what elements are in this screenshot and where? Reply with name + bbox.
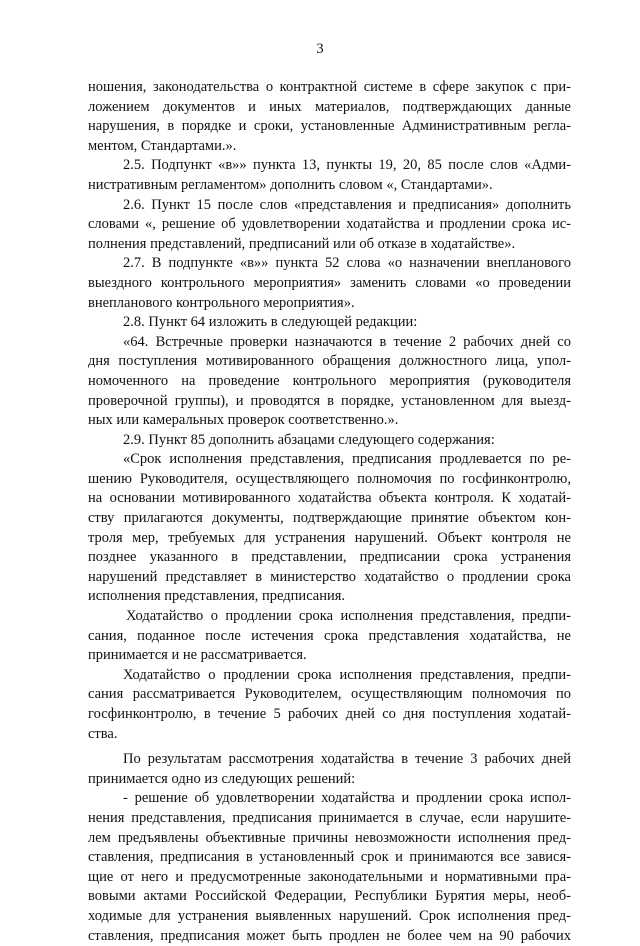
text-line: 2.8. Пункт 64 изложить в следующей редакции:	[123, 314, 418, 331]
text-line: «64. Встречные проверки назначаются в течение 2 рабочих дней со	[123, 333, 571, 350]
text-line: нения представления, предписания принимается в случае, если нарушите-	[88, 809, 571, 826]
text-line: щие от него и предусмотренные законодательными и нормативными пра-	[88, 868, 571, 885]
text-line: шению Руководителя, осуществляющего полномочия по госфинконтролю,	[88, 470, 571, 487]
text-line: 2.7. В подпункте «в»» пункта 52 слова «о назначении внепланового	[123, 255, 571, 272]
paragraph-p11	[88, 750, 571, 789]
paragraph-p7	[88, 431, 571, 451]
text-line: нистративным регламентом» дополнить словом «, Стандартами».	[88, 176, 493, 193]
text-line: принимается и не рассматривается.	[88, 647, 307, 664]
text-line: 2.5. Подпункт «в»» пункта 13, пункты 19, 20, 85 после слов «Адми-	[123, 157, 571, 174]
text-line: вовыми актами Российской Федерации, Республики Бурятия меры, необ-	[88, 888, 571, 905]
text-line: сания, поданное после истечения срока представления ходатайства, не	[88, 627, 571, 644]
text-line: лем предъявлены объективные причины невозможности исполнения пред-	[88, 829, 571, 846]
paragraph-p5	[88, 313, 571, 333]
text-line: 2.9. Пункт 85 дополнить абзацами следующего содержания:	[123, 431, 495, 448]
text-line: 2.6. Пункт 15 после слов «представления и предписания» дополнить	[123, 196, 571, 213]
text-line: Ходатайство о продлении срока исполнения представления, предпи-	[126, 608, 571, 625]
text-line: исполнения представления, предписания.	[88, 588, 346, 605]
text-line: По результатам рассмотрения ходатайства в течение 3 рабочих дней	[123, 751, 571, 768]
paragraph-p3	[88, 196, 571, 255]
text-line: принимается одно из следующих решений:	[88, 770, 356, 787]
text-line: ных или камеральных проверок соответственно.».	[88, 412, 399, 429]
text-line: словами «, решение об удовлетворении ходатайства и продлении срока ис-	[88, 216, 571, 233]
text-line: - решение об удовлетворении ходатайства и продлении срока испол-	[123, 790, 571, 807]
text-line: проверочной группы), и проводятся в порядке, установленном для выезд-	[88, 392, 571, 409]
text-line: ства.	[88, 725, 118, 742]
text-line: на основании мотивированного ходатайства объекта контроля. К ходатай-	[88, 490, 571, 507]
text-line: ложением документов и иных материалов, подтверждающих данные	[88, 98, 571, 115]
text-line: дня поступления мотивированного обращения должностного лица, упол-	[88, 353, 571, 370]
paragraph-p9	[88, 607, 571, 666]
paragraph-p6	[88, 333, 571, 431]
text-line: ношения, законодательства о контрактной системе в сфере закупок с при-	[88, 79, 571, 95]
text-line: позднее указанного в представлении, предписании срока устранения	[88, 549, 571, 566]
paragraph-p8	[88, 450, 571, 607]
document-body	[88, 78, 571, 946]
paragraph-p10	[88, 666, 571, 744]
page-number: 3	[316, 41, 324, 57]
paragraph-p12	[88, 789, 571, 946]
paragraph-p1	[88, 78, 571, 156]
text-line: госфинконтролю, в течение 5 рабочих дней со дня поступления ходатай-	[88, 706, 571, 722]
text-line: внепланового контрольного мероприятия».	[88, 294, 355, 311]
text-line: ставления, предписания может быть продлен не более чем на 90 рабочих	[88, 927, 571, 944]
text-line: выездного контрольного мероприятия» заменить словами «о проведении	[88, 274, 571, 291]
paragraph-p2	[88, 156, 571, 195]
paragraph-p4	[88, 254, 571, 313]
text-line: нарушений представляет в министерство ходатайство о продлении срока	[88, 568, 571, 585]
text-line: нарушения, в порядке и сроки, установленные Административным регла-	[88, 118, 571, 135]
text-line: ходимые для устранения выявленных нарушений. Срок исполнения пред-	[88, 907, 571, 924]
text-line: полнения представлений, предписаний или об отказе в ходатайстве».	[88, 235, 516, 252]
text-line: троля мер, требуемых для устранения нарушений. Объект контроля не	[88, 529, 571, 546]
text-line: ставления, предписания в установленный срок и принимаются все завися-	[88, 849, 571, 866]
text-line: ству прилагаются документы, подтверждающие принятие объектом кон-	[88, 510, 571, 527]
text-line: «Срок исполнения представления, предписания продлевается по ре-	[123, 451, 571, 468]
text-line: ментом, Стандартами.».	[88, 137, 237, 154]
text-line: номоченного на проведение контрольного мероприятия (руководителя	[88, 372, 571, 389]
text-line: сания рассматривается Руководителем, осуществляющим полномочия по	[88, 686, 571, 703]
text-line: Ходатайство о продлении срока исполнения представления, предпи-	[123, 666, 571, 683]
